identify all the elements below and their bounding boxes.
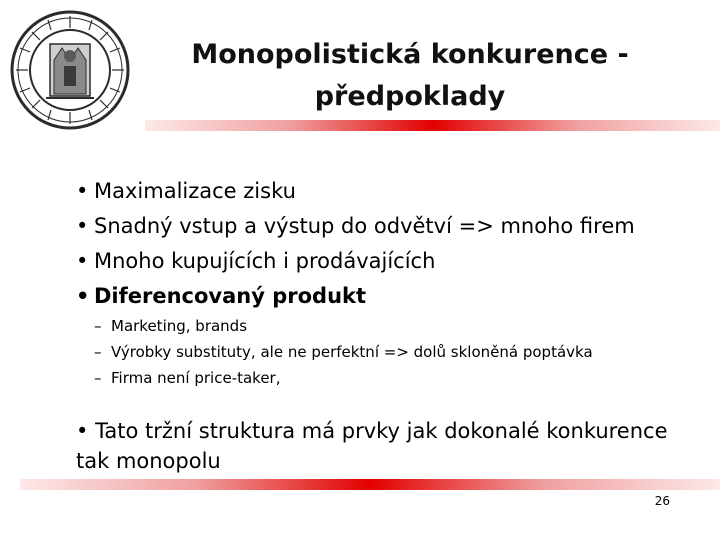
sub-bullet-item: – Firma není price-taker,	[94, 365, 593, 391]
title-divider-bar	[145, 120, 720, 131]
closing-bullet: • Tato tržní struktura má prvky jak dokonalé konkurence tak monopolu	[76, 419, 668, 473]
university-seal-icon	[6, 8, 134, 132]
footer-divider-bar	[20, 479, 720, 490]
sub-bullet-item: – Marketing, brands	[94, 313, 593, 339]
bullet-item: • Maximalizace zisku	[76, 174, 635, 209]
closing-bullet-text: Tato tržní struktura má prvky jak dokonalé konkurence tak monopolu	[76, 419, 668, 473]
bullet-item-emphasized: • Diferencovaný produkt	[76, 279, 635, 314]
page-number: 26	[654, 494, 670, 508]
sub-bullet-item: – Výrobky substituty, ale ne perfektní => dolů skloněná poptávka	[94, 339, 593, 365]
bullet-item: • Mnoho kupujících i prodávajících	[76, 244, 635, 279]
title-line-2: předpoklady	[314, 81, 506, 112]
title-line-1: Monopolistická konkurence -	[191, 39, 629, 70]
bullet-list	[76, 174, 635, 314]
slide-title	[140, 34, 680, 118]
sub-bullet-list	[94, 313, 593, 391]
bullet-item: • Snadný vstup a výstup do odvětví => mnoho firem	[76, 209, 635, 244]
